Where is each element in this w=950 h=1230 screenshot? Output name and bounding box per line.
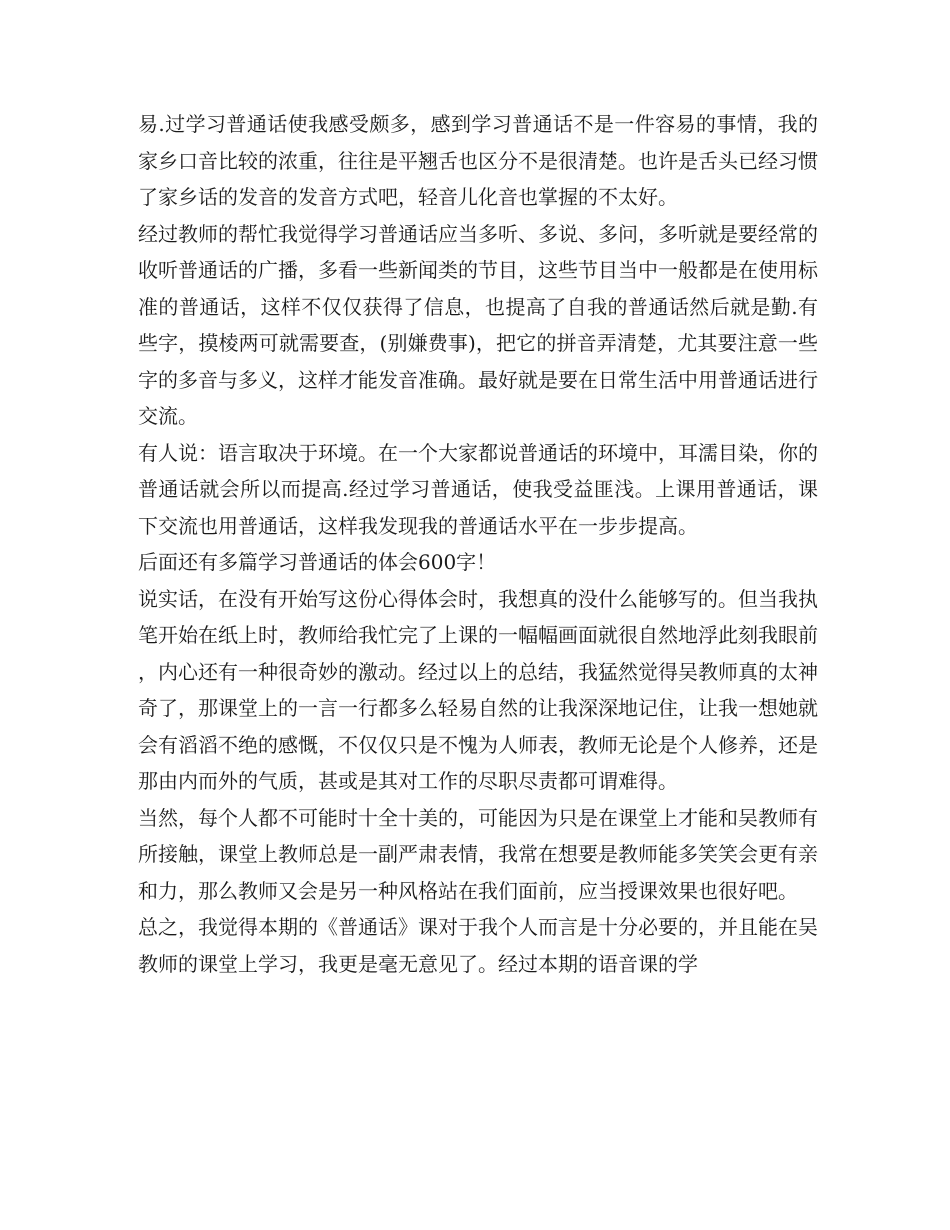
paragraph-7: 总之，我觉得本期的《普通话》课对于我个人而言是十分必要的，并且能在吴教师的课堂上学习，我更是毫无意见了。经过本期的语音课的学 — [138, 915, 818, 976]
paragraph-6: 当然，每个人都不可能时十全十美的，可能因为只是在课堂上才能和吴教师有所接触，课堂上教师总是一副严肃表情，我常在想要是教师能多笑笑会更有亲和力，那么教师又会是另一种风格站在我们面前，应当授课效果也很好吧。 — [138, 805, 818, 903]
paragraph-2: 经过教师的帮忙我觉得学习普通话应当多听、多说、多问，多听就是要经常的收听普通话的广播，多看一些新闻类的节目，这些节目当中一般都是在使用标准的普通话，这样不仅仅获得了信息，也提高了自我的普通话然后就是勤.有些字，摸棱两可就需要查，(别嫌费事)，把它的拼音弄清楚，尤其要注意一些字的多音与多义，这样才能发音准确。最好就是要在日常生活中用普通话进行交流。 — [138, 221, 818, 428]
paragraph-4: 后面还有多篇学习普通话的体会600字！ — [138, 550, 497, 574]
paragraph-3: 有人说：语言取决于环境。在一个大家都说普通话的环境中，耳濡目染，你的普通话就会所以而提高.经过学习普通话，使我受益匪浅。上课用普通话，课下交流也用普通话，这样我发现我的普通话水平在一步步提高。 — [138, 440, 818, 538]
paragraph-5: 说实话，在没有开始写这份心得体会时，我想真的没什么能够写的。但当我执笔开始在纸上时，教师给我忙完了上课的一幅幅画面就很自然地浮此刻我眼前，内心还有一种很奇妙的激动。经过以上的总结，我猛然觉得吴教师真的太神奇了，那课堂上的一言一行都多么轻易自然的让我深深地记住，让我一想她就会有滔滔不绝的感慨，不仅仅只是不愧为人师表，教师无论是个人修养，还是那由内而外的气质，甚或是其对工作的尽职尽责都可谓难得。 — [138, 586, 818, 793]
document-body — [138, 106, 818, 982]
paragraph-1: 易.过学习普通话使我感受颇多，感到学习普通话不是一件容易的事情，我的家乡口音比较的浓重，往往是平翘舌也区分不是很清楚。也许是舌头已经习惯了家乡话的发音的发音方式吧，轻音儿化音也掌握的不太好。 — [138, 112, 818, 209]
